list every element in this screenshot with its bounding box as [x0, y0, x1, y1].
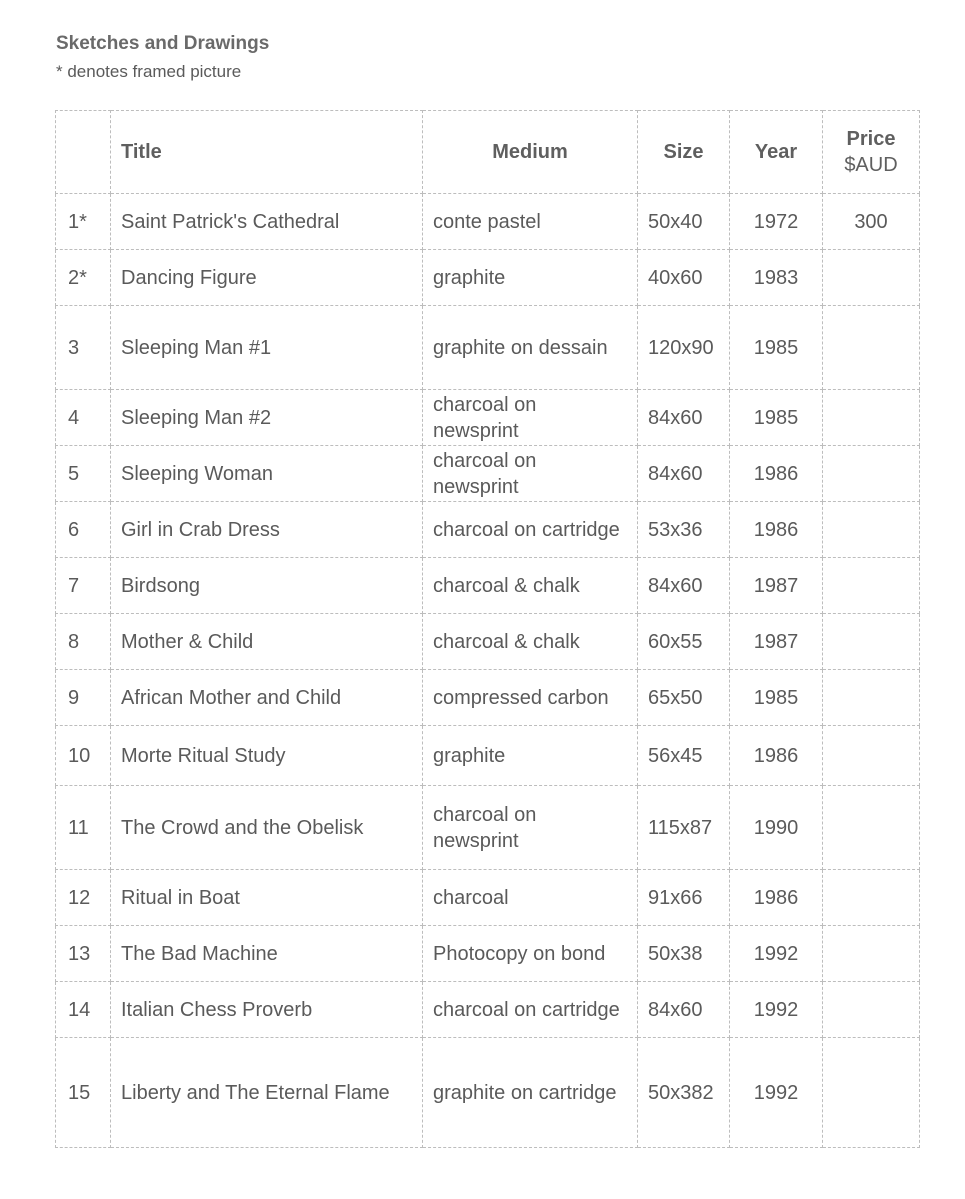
- row-title: Italian Chess Proverb: [111, 982, 423, 1038]
- row-number: 7: [56, 558, 111, 614]
- row-title: Ritual in Boat: [111, 870, 423, 926]
- row-size: 50x38: [638, 926, 730, 982]
- col-medium-header: Medium: [423, 111, 638, 194]
- row-medium: graphite: [423, 250, 638, 306]
- row-title: Sleeping Man #2: [111, 390, 423, 446]
- table-row: [56, 502, 920, 558]
- row-price: [823, 1038, 920, 1148]
- row-medium: graphite: [423, 726, 638, 786]
- row-number: 4: [56, 390, 111, 446]
- row-year: 1990: [730, 786, 823, 870]
- table-row: [56, 194, 920, 250]
- price-unit: $AUD: [844, 154, 898, 176]
- table-row: [56, 1038, 920, 1148]
- table-row: [56, 786, 920, 870]
- table-header-row: [56, 111, 920, 194]
- row-title: Dancing Figure: [111, 250, 423, 306]
- row-number: 1*: [56, 194, 111, 250]
- row-title: The Bad Machine: [111, 926, 423, 982]
- row-size: 65x50: [638, 670, 730, 726]
- row-size: 53x36: [638, 502, 730, 558]
- row-size: 91x66: [638, 870, 730, 926]
- row-number: 13: [56, 926, 111, 982]
- row-title: Sleeping Woman: [111, 446, 423, 502]
- table-row: [56, 446, 920, 502]
- row-medium: compressed carbon: [423, 670, 638, 726]
- row-title: The Crowd and the Obelisk: [111, 786, 423, 870]
- row-size: 40x60: [638, 250, 730, 306]
- row-number: 14: [56, 982, 111, 1038]
- price-label: Price: [846, 128, 896, 150]
- row-year: 1986: [730, 726, 823, 786]
- artworks-table: [55, 110, 920, 1148]
- row-medium: charcoal: [423, 870, 638, 926]
- row-price: [823, 250, 920, 306]
- row-year: 1985: [730, 306, 823, 390]
- row-year: 1986: [730, 502, 823, 558]
- row-year: 1985: [730, 670, 823, 726]
- row-price: [823, 446, 920, 502]
- row-price: [823, 558, 920, 614]
- row-price: [823, 926, 920, 982]
- row-number: 5: [56, 446, 111, 502]
- row-title: Birdsong: [111, 558, 423, 614]
- row-price: [823, 306, 920, 390]
- row-size: 84x60: [638, 982, 730, 1038]
- table-row: [56, 306, 920, 390]
- row-number: 2*: [56, 250, 111, 306]
- row-number: 10: [56, 726, 111, 786]
- row-number: 6: [56, 502, 111, 558]
- col-number-header: [56, 111, 111, 194]
- row-price: [823, 614, 920, 670]
- row-year: 1983: [730, 250, 823, 306]
- row-year: 1992: [730, 1038, 823, 1148]
- table-row: [56, 982, 920, 1038]
- table-row: [56, 558, 920, 614]
- table-row: [56, 870, 920, 926]
- row-year: 1992: [730, 926, 823, 982]
- table-row: [56, 670, 920, 726]
- col-year-header: Year: [730, 111, 823, 194]
- row-medium: graphite on dessain: [423, 306, 638, 390]
- row-year: 1972: [730, 194, 823, 250]
- row-title: Liberty and The Eternal Flame: [111, 1038, 423, 1148]
- row-title: Mother & Child: [111, 614, 423, 670]
- row-title: Girl in Crab Dress: [111, 502, 423, 558]
- row-title: Morte Ritual Study: [111, 726, 423, 786]
- table-row: [56, 926, 920, 982]
- row-year: 1987: [730, 614, 823, 670]
- row-number: 9: [56, 670, 111, 726]
- page-title: Sketches and Drawings: [56, 33, 270, 54]
- row-year: 1992: [730, 982, 823, 1038]
- row-title: Sleeping Man #1: [111, 306, 423, 390]
- row-size: 84x60: [638, 558, 730, 614]
- row-medium: graphite on cartridge: [423, 1038, 638, 1148]
- row-price: [823, 726, 920, 786]
- row-year: 1987: [730, 558, 823, 614]
- row-title: Saint Patrick's Cathedral: [111, 194, 423, 250]
- col-price-header: [823, 111, 920, 194]
- row-size: 50x382: [638, 1038, 730, 1148]
- row-size: 84x60: [638, 390, 730, 446]
- table-row: [56, 390, 920, 446]
- row-number: 8: [56, 614, 111, 670]
- table-row: [56, 726, 920, 786]
- row-medium: Photocopy on bond: [423, 926, 638, 982]
- row-price: 300: [823, 194, 920, 250]
- row-medium: charcoal on newsprint: [423, 446, 638, 502]
- row-size: 50x40: [638, 194, 730, 250]
- row-number: 3: [56, 306, 111, 390]
- row-number: 12: [56, 870, 111, 926]
- row-number: 11: [56, 786, 111, 870]
- row-price: [823, 982, 920, 1038]
- row-size: 60x55: [638, 614, 730, 670]
- row-price: [823, 390, 920, 446]
- framed-note: * denotes framed picture: [56, 62, 242, 81]
- row-year: 1985: [730, 390, 823, 446]
- row-medium: conte pastel: [423, 194, 638, 250]
- row-price: [823, 870, 920, 926]
- row-size: 56x45: [638, 726, 730, 786]
- row-medium: charcoal on newsprint: [423, 786, 638, 870]
- row-year: 1986: [730, 870, 823, 926]
- row-size: 115x87: [638, 786, 730, 870]
- table-row: [56, 614, 920, 670]
- row-medium: charcoal on newsprint: [423, 390, 638, 446]
- row-title: African Mother and Child: [111, 670, 423, 726]
- row-year: 1986: [730, 446, 823, 502]
- row-medium: charcoal & chalk: [423, 614, 638, 670]
- row-size: 120x90: [638, 306, 730, 390]
- row-price: [823, 670, 920, 726]
- row-medium: charcoal on cartridge: [423, 502, 638, 558]
- row-medium: charcoal on cartridge: [423, 982, 638, 1038]
- col-size-header: Size: [638, 111, 730, 194]
- col-title-header: Title: [111, 111, 423, 194]
- table-row: [56, 250, 920, 306]
- row-medium: charcoal & chalk: [423, 558, 638, 614]
- row-price: [823, 502, 920, 558]
- row-price: [823, 786, 920, 870]
- row-size: 84x60: [638, 446, 730, 502]
- row-number: 15: [56, 1038, 111, 1148]
